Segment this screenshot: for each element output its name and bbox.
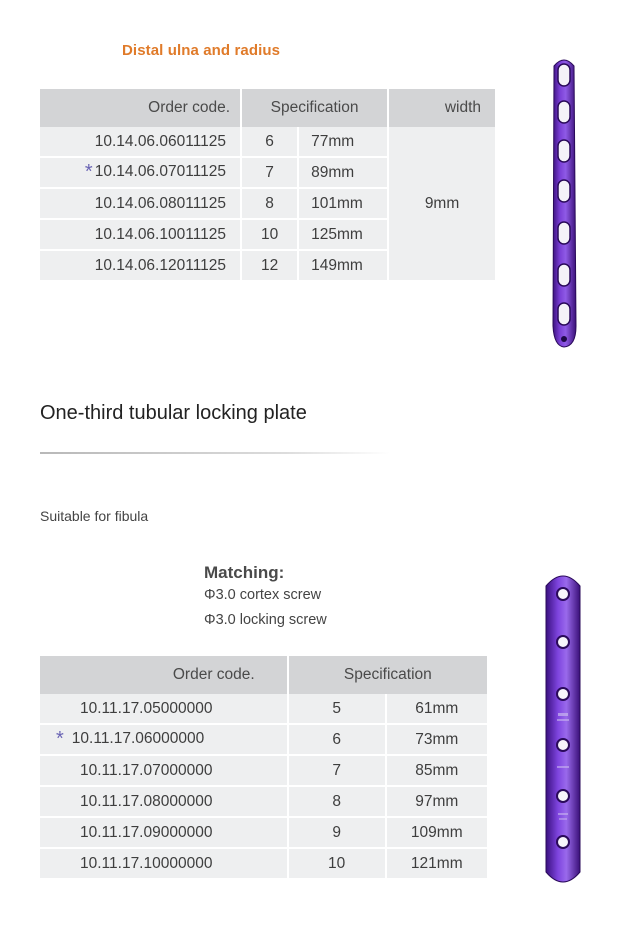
length-cell: 149mm [298, 250, 388, 281]
length-cell: 121mm [386, 848, 487, 879]
hole-count-cell: 9 [288, 817, 386, 848]
section-divider [40, 452, 390, 454]
distal-ulna-spec-table [40, 89, 495, 282]
length-cell: 61mm [386, 694, 487, 724]
order-code-cell: 10.14.06.10011125 [40, 219, 241, 250]
order-code-cell: * 10.11.17.06000000 [40, 724, 288, 755]
hole-count-cell: 6 [288, 724, 386, 755]
order-code-cell: 10.11.17.05000000 [40, 694, 288, 724]
table-row [40, 127, 495, 157]
highlight-star-marker: * [56, 728, 64, 750]
hole-count-cell: 5 [288, 694, 386, 724]
section-title-one-third-tubular: One-third tubular locking plate [40, 402, 307, 424]
matching-item: Φ3.0 cortex screw [204, 587, 322, 603]
header-specification: Specification [288, 656, 487, 694]
section-subtitle: Suitable for fibula [40, 508, 149, 524]
hole-count-cell: 7 [241, 157, 298, 188]
table-row [40, 786, 487, 817]
header-order-code: Order code. [40, 89, 241, 127]
width-cell: 9mm [388, 127, 495, 281]
table-row [40, 724, 487, 755]
length-cell: 109mm [386, 817, 487, 848]
hole-count-cell: 6 [241, 127, 298, 157]
table-row [40, 817, 487, 848]
matching-item: Φ3.0 locking screw [204, 612, 327, 628]
length-cell: 77mm [298, 127, 388, 157]
order-code-cell: 10.14.06.06011125 [40, 127, 241, 157]
length-cell: 73mm [386, 724, 487, 755]
length-cell: 89mm [298, 157, 388, 188]
table-header-row [40, 656, 487, 694]
order-code-cell: * 10.14.06.07011125 [40, 157, 241, 188]
highlight-star-marker: * [84, 161, 93, 183]
length-cell: 85mm [386, 755, 487, 786]
order-code-cell: 10.11.17.10000000 [40, 848, 288, 879]
header-specification: Specification [241, 89, 388, 127]
length-cell: 97mm [386, 786, 487, 817]
order-code-cell: 10.11.17.08000000 [40, 786, 288, 817]
order-code-cell: 10.11.17.07000000 [40, 755, 288, 786]
order-code-cell: 10.11.17.09000000 [40, 817, 288, 848]
hole-count-cell: 10 [241, 219, 298, 250]
hole-count-cell: 8 [288, 786, 386, 817]
order-code-cell: 10.14.06.12011125 [40, 250, 241, 281]
hole-count-cell: 10 [288, 848, 386, 879]
table-row [40, 694, 487, 724]
table-row [40, 848, 487, 879]
table-row [40, 755, 487, 786]
hole-count-cell: 12 [241, 250, 298, 281]
hole-count-cell: 7 [288, 755, 386, 786]
header-order-code: Order code. [40, 656, 288, 694]
tubular-plate-spec-table [40, 656, 487, 880]
order-code-cell: 10.14.06.08011125 [40, 188, 241, 219]
length-cell: 125mm [298, 219, 388, 250]
matching-heading: Matching: [204, 563, 285, 582]
header-width: width [388, 89, 495, 127]
hole-count-cell: 8 [241, 188, 298, 219]
tubular-locking-plate-image [540, 570, 586, 890]
section-title-distal-ulna-radius: Distal ulna and radius [122, 42, 281, 59]
length-cell: 101mm [298, 188, 388, 219]
distal-ulna-plate-image [546, 56, 582, 350]
table-header-row [40, 89, 495, 127]
